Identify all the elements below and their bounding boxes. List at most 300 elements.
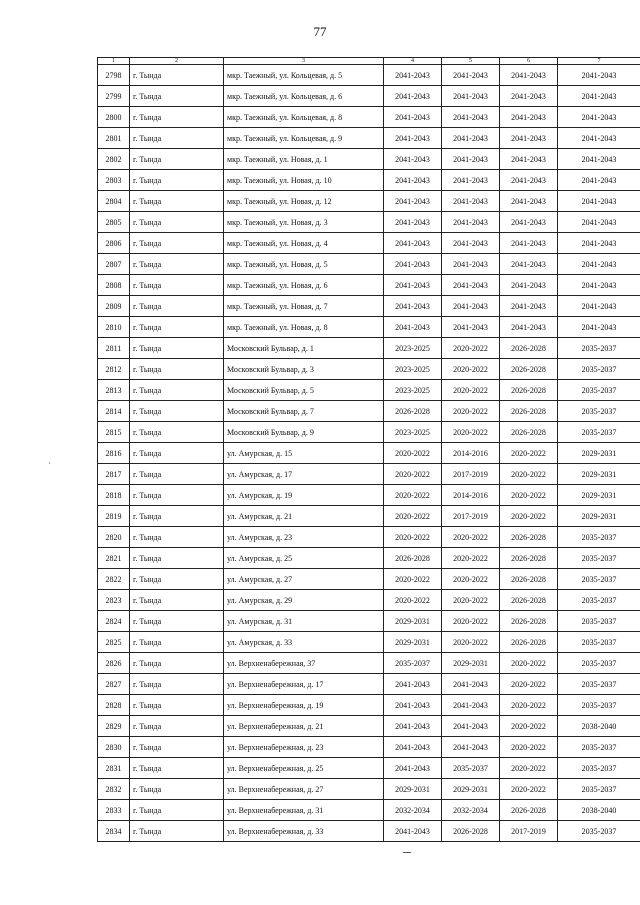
period-cell: 2041-2043 xyxy=(442,317,500,338)
period-cell: 2020-2022 xyxy=(500,674,558,695)
row-number-cell: 2820 xyxy=(98,527,130,548)
period-cell: 2035-2037 xyxy=(558,590,640,611)
row-number-cell: 2819 xyxy=(98,506,130,527)
period-cell: 2029-2031 xyxy=(384,632,442,653)
city-cell: г. Тында xyxy=(130,674,224,695)
period-cell: 2020-2022 xyxy=(500,737,558,758)
period-cell: 2014-2016 xyxy=(442,443,500,464)
period-cell: 2041-2043 xyxy=(442,737,500,758)
period-cell: 2041-2043 xyxy=(500,149,558,170)
period-cell: 2041-2043 xyxy=(558,296,640,317)
period-cell: 2041-2043 xyxy=(384,821,442,842)
city-cell: г. Тында xyxy=(130,569,224,590)
header-cell-6: 6 xyxy=(500,58,558,65)
table-row xyxy=(98,821,640,842)
period-cell: 2035-2037 xyxy=(442,758,500,779)
table-row xyxy=(98,506,640,527)
period-cell: 2035-2037 xyxy=(558,674,640,695)
table-row xyxy=(98,674,640,695)
period-cell: 2041-2043 xyxy=(500,233,558,254)
period-cell: 2041-2043 xyxy=(384,107,442,128)
row-number-cell: 2803 xyxy=(98,170,130,191)
header-cell-5: 5 xyxy=(442,58,500,65)
period-cell: 2035-2037 xyxy=(558,821,640,842)
header-cell-2: 2 xyxy=(130,58,224,65)
row-number-cell: 2829 xyxy=(98,716,130,737)
row-number-cell: 2800 xyxy=(98,107,130,128)
period-cell: 2035-2037 xyxy=(558,569,640,590)
address-cell: ул. Верхненабережная, д. 33 xyxy=(224,821,384,842)
row-number-cell: 2810 xyxy=(98,317,130,338)
period-cell: 2035-2037 xyxy=(558,632,640,653)
table-row xyxy=(98,86,640,107)
period-cell: 2041-2043 xyxy=(500,170,558,191)
row-number-cell: 2807 xyxy=(98,254,130,275)
address-cell: мкр. Таежный, ул. Кольцевая, д. 8 xyxy=(224,107,384,128)
period-cell: 2041-2043 xyxy=(384,695,442,716)
table-row xyxy=(98,443,640,464)
period-cell: 2041-2043 xyxy=(384,170,442,191)
row-number-cell: 2804 xyxy=(98,191,130,212)
period-cell: 2032-2034 xyxy=(442,800,500,821)
header-cell-1: 1 xyxy=(98,58,130,65)
period-cell: 2041-2043 xyxy=(442,170,500,191)
city-cell: г. Тында xyxy=(130,401,224,422)
period-cell: 2041-2043 xyxy=(558,149,640,170)
address-cell: мкр. Таежный, ул. Новая, д. 5 xyxy=(224,254,384,275)
period-cell: 2026-2028 xyxy=(500,590,558,611)
period-cell: 2041-2043 xyxy=(558,254,640,275)
period-cell: 2020-2022 xyxy=(384,506,442,527)
city-cell: г. Тында xyxy=(130,422,224,443)
period-cell: 2026-2028 xyxy=(500,380,558,401)
row-number-cell: 2802 xyxy=(98,149,130,170)
period-cell: 2035-2037 xyxy=(558,359,640,380)
period-cell: 2020-2022 xyxy=(500,443,558,464)
city-cell: г. Тында xyxy=(130,65,224,86)
period-cell: 2035-2037 xyxy=(558,779,640,800)
period-cell: 2041-2043 xyxy=(500,254,558,275)
table-row xyxy=(98,590,640,611)
period-cell: 2020-2022 xyxy=(442,338,500,359)
city-cell: г. Тында xyxy=(130,380,224,401)
period-cell: 2029-2031 xyxy=(384,611,442,632)
period-cell: 2020-2022 xyxy=(442,359,500,380)
city-cell: г. Тында xyxy=(130,254,224,275)
period-cell: 2041-2043 xyxy=(558,212,640,233)
period-cell: 2041-2043 xyxy=(384,212,442,233)
period-cell: 2026-2028 xyxy=(500,401,558,422)
period-cell: 2020-2022 xyxy=(500,506,558,527)
city-cell: г. Тында xyxy=(130,821,224,842)
address-cell: ул. Амурская, д. 29 xyxy=(224,590,384,611)
row-number-cell: 2798 xyxy=(98,65,130,86)
period-cell: 2041-2043 xyxy=(558,86,640,107)
row-number-cell: 2813 xyxy=(98,380,130,401)
row-number-cell: 2832 xyxy=(98,779,130,800)
period-cell: 2038-2040 xyxy=(558,800,640,821)
period-cell: 2041-2043 xyxy=(442,107,500,128)
city-cell: г. Тында xyxy=(130,170,224,191)
city-cell: г. Тында xyxy=(130,107,224,128)
period-cell: 2029-2031 xyxy=(558,506,640,527)
row-number-cell: 2812 xyxy=(98,359,130,380)
period-cell: 2026-2028 xyxy=(500,422,558,443)
address-cell: Московский Бульвар, д. 1 xyxy=(224,338,384,359)
table-row xyxy=(98,191,640,212)
period-cell: 2041-2043 xyxy=(384,737,442,758)
city-cell: г. Тында xyxy=(130,191,224,212)
address-cell: мкр. Таежный, ул. Новая, д. 10 xyxy=(224,170,384,191)
city-cell: г. Тында xyxy=(130,737,224,758)
period-cell: 2026-2028 xyxy=(384,548,442,569)
period-cell: 2017-2019 xyxy=(500,821,558,842)
city-cell: г. Тында xyxy=(130,275,224,296)
address-cell: мкр. Таежный, ул. Новая, д. 6 xyxy=(224,275,384,296)
period-cell: 2020-2022 xyxy=(384,527,442,548)
row-number-cell: 2806 xyxy=(98,233,130,254)
period-cell: 2041-2043 xyxy=(384,191,442,212)
period-cell: 2026-2028 xyxy=(500,800,558,821)
period-cell: 2017-2019 xyxy=(442,506,500,527)
period-cell: 2029-2031 xyxy=(558,443,640,464)
address-cell: ул. Амурская, д. 31 xyxy=(224,611,384,632)
period-cell: 2041-2043 xyxy=(442,674,500,695)
period-cell: 2041-2043 xyxy=(384,86,442,107)
city-cell: г. Тында xyxy=(130,779,224,800)
period-cell: 2026-2028 xyxy=(500,611,558,632)
address-cell: ул. Амурская, д. 25 xyxy=(224,548,384,569)
period-cell: 2020-2022 xyxy=(500,464,558,485)
period-cell: 2014-2016 xyxy=(442,485,500,506)
row-number-cell: 2809 xyxy=(98,296,130,317)
table-row xyxy=(98,296,640,317)
address-cell: ул. Верхненабережная, д. 17 xyxy=(224,674,384,695)
period-cell: 2041-2043 xyxy=(384,674,442,695)
address-cell: ул. Амурская, д. 17 xyxy=(224,464,384,485)
period-cell: 2041-2043 xyxy=(442,65,500,86)
city-cell: г. Тында xyxy=(130,548,224,569)
period-cell: 2020-2022 xyxy=(442,422,500,443)
period-cell: 2041-2043 xyxy=(500,65,558,86)
period-cell: 2041-2043 xyxy=(442,233,500,254)
address-cell: мкр. Таежный, ул. Новая, д. 1 xyxy=(224,149,384,170)
period-cell: 2026-2028 xyxy=(442,821,500,842)
period-cell: 2038-2040 xyxy=(558,716,640,737)
row-number-cell: 2818 xyxy=(98,485,130,506)
period-cell: 2041-2043 xyxy=(442,128,500,149)
city-cell: г. Тында xyxy=(130,527,224,548)
row-number-cell: 2822 xyxy=(98,569,130,590)
address-cell: ул. Верхненабережная, д. 19 xyxy=(224,695,384,716)
period-cell: 2041-2043 xyxy=(442,212,500,233)
stray-mark: ` xyxy=(48,461,51,471)
period-cell: 2041-2043 xyxy=(500,191,558,212)
address-cell: ул. Верхненабережная, 37 xyxy=(224,653,384,674)
period-cell: 2035-2037 xyxy=(558,401,640,422)
period-cell: 2035-2037 xyxy=(558,611,640,632)
address-cell: мкр. Таежный, ул. Новая, д. 7 xyxy=(224,296,384,317)
table-row xyxy=(98,485,640,506)
table-row xyxy=(98,632,640,653)
period-cell: 2029-2031 xyxy=(558,485,640,506)
period-cell: 2020-2022 xyxy=(442,548,500,569)
period-cell: 2035-2037 xyxy=(558,338,640,359)
address-cell: Московский Бульвар, д. 3 xyxy=(224,359,384,380)
period-cell: 2020-2022 xyxy=(442,527,500,548)
period-cell: 2041-2043 xyxy=(558,65,640,86)
period-cell: 2041-2043 xyxy=(558,233,640,254)
period-cell: 2041-2043 xyxy=(384,716,442,737)
address-cell: ул. Амурская, д. 27 xyxy=(224,569,384,590)
period-cell: 2041-2043 xyxy=(384,296,442,317)
period-cell: 2020-2022 xyxy=(384,485,442,506)
period-cell: 2041-2043 xyxy=(442,149,500,170)
table-row xyxy=(98,611,640,632)
address-cell: ул. Верхненабережная, д. 31 xyxy=(224,800,384,821)
table-row xyxy=(98,275,640,296)
table-body xyxy=(98,65,640,842)
period-cell: 2041-2043 xyxy=(384,254,442,275)
period-cell: 2020-2022 xyxy=(500,653,558,674)
city-cell: г. Тында xyxy=(130,716,224,737)
city-cell: г. Тында xyxy=(130,758,224,779)
period-cell: 2035-2037 xyxy=(558,758,640,779)
table-row xyxy=(98,212,640,233)
table-row xyxy=(98,800,640,821)
address-cell: Московский Бульвар, д. 9 xyxy=(224,422,384,443)
table-row xyxy=(98,380,640,401)
period-cell: 2035-2037 xyxy=(558,548,640,569)
period-cell: 2026-2028 xyxy=(500,569,558,590)
address-cell: мкр. Таежный, ул. Новая, д. 12 xyxy=(224,191,384,212)
period-cell: 2041-2043 xyxy=(500,296,558,317)
period-cell: 2035-2037 xyxy=(558,737,640,758)
city-cell: г. Тында xyxy=(130,632,224,653)
table-row xyxy=(98,779,640,800)
period-cell: 2026-2028 xyxy=(500,632,558,653)
city-cell: г. Тында xyxy=(130,317,224,338)
address-cell: мкр. Таежный, ул. Кольцевая, д. 5 xyxy=(224,65,384,86)
address-cell: Московский Бульвар, д. 5 xyxy=(224,380,384,401)
address-cell: ул. Амурская, д. 23 xyxy=(224,527,384,548)
period-cell: 2041-2043 xyxy=(500,107,558,128)
period-cell: 2023-2025 xyxy=(384,359,442,380)
bottom-mark xyxy=(403,852,411,853)
table-row xyxy=(98,149,640,170)
period-cell: 2041-2043 xyxy=(384,65,442,86)
row-number-cell: 2817 xyxy=(98,464,130,485)
table-row xyxy=(98,464,640,485)
row-number-cell: 2811 xyxy=(98,338,130,359)
row-number-cell: 2801 xyxy=(98,128,130,149)
address-cell: мкр. Таежный, ул. Кольцевая, д. 6 xyxy=(224,86,384,107)
row-number-cell: 2833 xyxy=(98,800,130,821)
period-cell: 2041-2043 xyxy=(384,275,442,296)
period-cell: 2041-2043 xyxy=(558,191,640,212)
city-cell: г. Тында xyxy=(130,233,224,254)
period-cell: 2026-2028 xyxy=(384,401,442,422)
row-number-cell: 2831 xyxy=(98,758,130,779)
city-cell: г. Тында xyxy=(130,443,224,464)
address-cell: ул. Верхненабережная, д. 27 xyxy=(224,779,384,800)
period-cell: 2020-2022 xyxy=(500,695,558,716)
address-cell: ул. Амурская, д. 19 xyxy=(224,485,384,506)
city-cell: г. Тында xyxy=(130,359,224,380)
table-row xyxy=(98,401,640,422)
period-cell: 2041-2043 xyxy=(442,191,500,212)
city-cell: г. Тында xyxy=(130,149,224,170)
table-row xyxy=(98,128,640,149)
row-number-cell: 2828 xyxy=(98,695,130,716)
period-cell: 2041-2043 xyxy=(442,716,500,737)
period-cell: 2020-2022 xyxy=(500,716,558,737)
period-cell: 2020-2022 xyxy=(384,443,442,464)
period-cell: 2020-2022 xyxy=(384,464,442,485)
table-row xyxy=(98,338,640,359)
period-cell: 2041-2043 xyxy=(384,758,442,779)
city-cell: г. Тында xyxy=(130,590,224,611)
row-number-cell: 2815 xyxy=(98,422,130,443)
period-cell: 2020-2022 xyxy=(384,590,442,611)
period-cell: 2041-2043 xyxy=(442,695,500,716)
city-cell: г. Тында xyxy=(130,611,224,632)
period-cell: 2035-2037 xyxy=(558,422,640,443)
row-number-cell: 2805 xyxy=(98,212,130,233)
city-cell: г. Тында xyxy=(130,212,224,233)
period-cell: 2020-2022 xyxy=(442,380,500,401)
period-cell: 2026-2028 xyxy=(500,338,558,359)
period-cell: 2026-2028 xyxy=(500,548,558,569)
period-cell: 2035-2037 xyxy=(558,527,640,548)
table-row xyxy=(98,695,640,716)
city-cell: г. Тында xyxy=(130,464,224,485)
city-cell: г. Тында xyxy=(130,128,224,149)
period-cell: 2020-2022 xyxy=(442,611,500,632)
address-cell: ул. Амурская, д. 33 xyxy=(224,632,384,653)
row-number-cell: 2825 xyxy=(98,632,130,653)
city-cell: г. Тында xyxy=(130,485,224,506)
register-table xyxy=(97,57,640,842)
table-row xyxy=(98,548,640,569)
table-row xyxy=(98,716,640,737)
period-cell: 2041-2043 xyxy=(442,254,500,275)
period-cell: 2041-2043 xyxy=(558,275,640,296)
period-cell: 2041-2043 xyxy=(442,275,500,296)
period-cell: 2020-2022 xyxy=(442,569,500,590)
period-cell: 2041-2043 xyxy=(500,212,558,233)
period-cell: 2020-2022 xyxy=(500,758,558,779)
period-cell: 2035-2037 xyxy=(558,695,640,716)
address-cell: ул. Амурская, д. 15 xyxy=(224,443,384,464)
period-cell: 2041-2043 xyxy=(384,317,442,338)
header-cell-4: 4 xyxy=(384,58,442,65)
period-cell: 2041-2043 xyxy=(558,128,640,149)
address-cell: ул. Верхненабережная, д. 25 xyxy=(224,758,384,779)
row-number-cell: 2830 xyxy=(98,737,130,758)
address-cell: ул. Верхненабережная, д. 21 xyxy=(224,716,384,737)
address-cell: ул. Амурская, д. 21 xyxy=(224,506,384,527)
period-cell: 2041-2043 xyxy=(558,317,640,338)
table-row xyxy=(98,254,640,275)
row-number-cell: 2826 xyxy=(98,653,130,674)
period-cell: 2041-2043 xyxy=(384,149,442,170)
period-cell: 2020-2022 xyxy=(442,632,500,653)
page-number: 77 xyxy=(313,24,327,39)
row-number-cell: 2827 xyxy=(98,674,130,695)
table-row xyxy=(98,422,640,443)
address-cell: мкр. Таежный, ул. Новая, д. 3 xyxy=(224,212,384,233)
table-row xyxy=(98,737,640,758)
period-cell: 2026-2028 xyxy=(500,527,558,548)
address-cell: мкр. Таежный, ул. Новая, д. 8 xyxy=(224,317,384,338)
period-cell: 2020-2022 xyxy=(500,779,558,800)
period-cell: 2035-2037 xyxy=(558,380,640,401)
table-row xyxy=(98,65,640,86)
period-cell: 2041-2043 xyxy=(500,86,558,107)
table-row xyxy=(98,317,640,338)
table-row xyxy=(98,653,640,674)
city-cell: г. Тында xyxy=(130,296,224,317)
period-cell: 2041-2043 xyxy=(384,128,442,149)
period-cell: 2029-2031 xyxy=(558,464,640,485)
period-cell: 2020-2022 xyxy=(442,590,500,611)
address-cell: мкр. Таежный, ул. Новая, д. 4 xyxy=(224,233,384,254)
table-row xyxy=(98,233,640,254)
city-cell: г. Тында xyxy=(130,506,224,527)
period-cell: 2035-2037 xyxy=(558,653,640,674)
period-cell: 2026-2028 xyxy=(500,359,558,380)
period-cell: 2032-2034 xyxy=(384,800,442,821)
period-cell: 2041-2043 xyxy=(500,275,558,296)
row-number-cell: 2821 xyxy=(98,548,130,569)
period-cell: 2041-2043 xyxy=(558,170,640,191)
row-number-cell: 2816 xyxy=(98,443,130,464)
period-cell: 2020-2022 xyxy=(384,569,442,590)
period-cell: 2023-2025 xyxy=(384,422,442,443)
address-cell: мкр. Таежный, ул. Кольцевая, д. 9 xyxy=(224,128,384,149)
period-cell: 2041-2043 xyxy=(442,296,500,317)
table-row xyxy=(98,758,640,779)
period-cell: 2023-2025 xyxy=(384,338,442,359)
period-cell: 2020-2022 xyxy=(500,485,558,506)
table-row xyxy=(98,527,640,548)
period-cell: 2041-2043 xyxy=(500,128,558,149)
city-cell: г. Тында xyxy=(130,695,224,716)
period-cell: 2041-2043 xyxy=(558,107,640,128)
period-cell: 2041-2043 xyxy=(442,86,500,107)
row-number-cell: 2824 xyxy=(98,611,130,632)
row-number-cell: 2799 xyxy=(98,86,130,107)
table-row xyxy=(98,359,640,380)
header-cell-7: 7 xyxy=(558,58,640,65)
header-row xyxy=(98,58,640,65)
period-cell: 2041-2043 xyxy=(500,317,558,338)
period-cell: 2029-2031 xyxy=(442,779,500,800)
header-cell-3: 3 xyxy=(224,58,384,65)
table-row xyxy=(98,170,640,191)
period-cell: 2029-2031 xyxy=(384,779,442,800)
period-cell: 2020-2022 xyxy=(442,401,500,422)
city-cell: г. Тында xyxy=(130,800,224,821)
city-cell: г. Тында xyxy=(130,86,224,107)
table-row xyxy=(98,107,640,128)
city-cell: г. Тында xyxy=(130,338,224,359)
period-cell: 2017-2019 xyxy=(442,464,500,485)
row-number-cell: 2814 xyxy=(98,401,130,422)
table-row xyxy=(98,569,640,590)
period-cell: 2023-2025 xyxy=(384,380,442,401)
